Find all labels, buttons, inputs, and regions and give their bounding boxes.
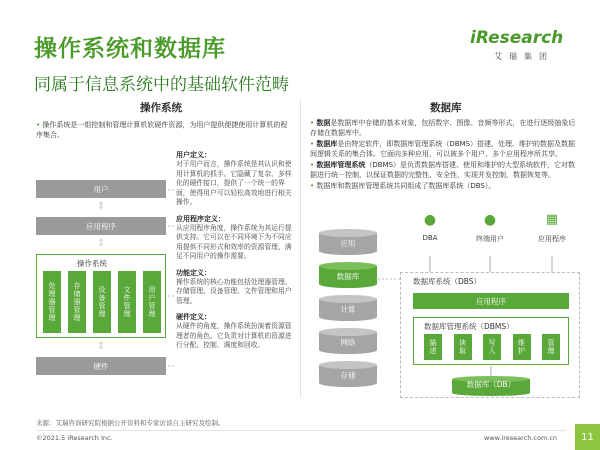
os-hardware-box: 硬件 [36, 357, 166, 375]
os-module: 设备管理 [93, 271, 111, 333]
os-module: 文件管理 [118, 271, 136, 333]
site-url: www.iresearch.com.cn [484, 434, 558, 442]
apps-icon: ▦ [545, 212, 559, 227]
logo-subtext: 艾瑞集团 [494, 52, 554, 61]
os-app-box: 应用程序 [36, 217, 166, 235]
stack-layer [318, 327, 378, 355]
stack-layer [318, 294, 378, 322]
bullet-text: （DBMS）是负责数据库搭建、使用和维护的大型系统软件，它对数据进行统一控制，以保证数据的完整性、安全性，实现并发控制，数据恢复等。 [310, 161, 576, 179]
os-definition [176, 214, 294, 262]
dbms-module: 写入 [483, 334, 501, 360]
os-definitions [176, 150, 294, 357]
dba-label: DBA [422, 234, 438, 242]
db-bullet: • 数据是数据库中存储的基本对象，包括数字、图像、音频等形式，在进行逐级抽象后存储在数据库中。 [310, 119, 576, 137]
os-intro: • 操作系统是一组控制和管理计算机软硬件资源，为用户提供便捷使用计算机的程序集合。 [36, 121, 288, 139]
person-icon: ● [423, 212, 437, 228]
os-definition [176, 312, 294, 351]
app-role [530, 212, 574, 244]
dbms-box [413, 317, 569, 365]
os-intro-text: 操作系统是一组控制和管理计算机软硬件资源，为用户提供便捷使用计算机的程序集合。 [36, 121, 288, 139]
dbs-app-bar: 应用程序 [413, 293, 569, 309]
bullet-text: 是数据库中存储的基本对象，包括数字、图像、音频等形式，在进行逐级抽象后存储在数据库中。 [310, 119, 576, 137]
os-box-label: 操作系统 [77, 259, 107, 268]
bullet-bold: 数据库管理系统 [316, 161, 366, 169]
dbms-module: 读取 [454, 334, 472, 360]
os-definition [176, 268, 294, 307]
dbms-module: 管理 [542, 334, 560, 360]
source-note: 来源：艾瑞咨询研究院根据公开资料和专家访谈自主研究及绘制。 [36, 419, 225, 427]
dbms-module: 维护 [513, 334, 531, 360]
dbs-label: 数据库系统（DBS） [413, 277, 482, 286]
db-bullets [310, 118, 582, 192]
bullet-text: 是由特定软件，即数据库管理系统（DBMS）搭建、处理、维护的数据及数据间逻辑关系的集合体。它面向多种应用，可以被多个用户、多个应用程序所共享。 [310, 140, 576, 158]
arrow-icon: ⇕ [97, 201, 106, 212]
stack-label: 数据库 [336, 272, 360, 281]
stack-label: 计算 [340, 305, 356, 314]
definition-title: 硬件定义： [176, 313, 211, 321]
stack-label: 存储 [340, 371, 356, 380]
db-bullet: • 数据库是由特定软件，即数据库管理系统（DBMS）搭建、处理、维护的数据及数据间逻辑关系的集合体。它面向多种应用，可以被多个用户、多个应用程序所共享。 [310, 140, 576, 158]
stack-layer [318, 228, 378, 256]
copyright: ©2021.5 iResearch Inc. [36, 434, 113, 442]
stack-label: 网络 [340, 338, 356, 347]
bullet-text: 数据库和数据库管理系统共同组成了数据库系统（DBS）。 [316, 182, 496, 190]
page-number: 11 [575, 424, 600, 450]
center-divider [300, 100, 301, 398]
db-section-title: 数据库 [430, 102, 462, 114]
page-title: 操作系统和数据库 [34, 36, 226, 62]
end-user-role [470, 212, 510, 244]
person-icon: ● [483, 212, 497, 228]
dbs-box [400, 272, 580, 398]
bullet-bold: 数据库 [316, 140, 338, 148]
footer-divider [36, 430, 566, 431]
iresearch-logo [470, 28, 580, 74]
page-subtitle: 同属于信息系统中的基础软件范畴 [34, 75, 289, 95]
os-modules [43, 271, 161, 333]
db-stack [318, 228, 378, 398]
os-module: 处理器管理 [43, 271, 61, 333]
definition-body: 从应用程序角度，操作系统为其运行提供支持。它可以在不同环境下为不同应用提供不同形式和效率的资源管理，满足不同用户的操作需要。 [176, 223, 292, 260]
os-section-title: 操作系统 [140, 102, 182, 114]
os-box [36, 254, 166, 338]
db-bullet: • 数据库和数据库管理系统共同组成了数据库系统（DBS）。 [310, 182, 496, 190]
bullet-bold: 数据 [316, 119, 331, 127]
logo-text: iResearch [470, 28, 564, 48]
os-module: 用户管理 [143, 271, 161, 333]
arrow-icon: ⇕ [97, 238, 106, 249]
db-roles [400, 212, 580, 254]
stack-label: 应用 [340, 239, 356, 248]
dbms-label: 数据库管理系统（DBMS） [424, 322, 514, 331]
dbms-module: 描述 [424, 334, 442, 360]
definition-body: 从硬件的角度，操作系统扮演着资源管理者的角色。它负责对计算机的资源进行分配、控制、调度和回收。 [176, 322, 292, 349]
arrow-icon: ⇕ [97, 341, 106, 352]
definition-title: 功能定义： [176, 268, 211, 277]
db-bullet: • 数据库管理系统（DBMS）是负责数据库搭建、使用和维护的大型系统软件，它对数据进行统一控制，以保证数据的完整性、安全性，实现并发控制，数据恢复等。 [310, 161, 576, 179]
os-user-box: 用户 [36, 180, 166, 198]
definition-body: 对于用户而言，操作系统是其认识和使用计算机的抓手。它隐藏了复杂、多样化的硬件接口，提供了一个统一的界面，使得用户可以轻松高效地进行相关操作。 [176, 160, 292, 206]
os-module: 存储器管理 [68, 271, 86, 333]
dba-role [415, 212, 445, 242]
definition-title: 应用程序定义： [176, 214, 225, 223]
app-role-label: 应用程序 [538, 235, 566, 243]
stack-connector [378, 274, 402, 284]
definition-body: 操作系统的核心功能包括处理器管理、存储管理、设备管理、文件管理和用户管理。 [176, 277, 292, 305]
stack-layer [318, 261, 378, 289]
definition-title: 用户定义： [176, 151, 211, 159]
os-diagram [36, 150, 166, 390]
os-definition [176, 150, 294, 208]
db-label: 数据库（DB） [466, 380, 516, 389]
dbms-modules [424, 334, 560, 360]
stack-layer [318, 360, 378, 388]
end-user-label: 终端用户 [476, 235, 504, 243]
